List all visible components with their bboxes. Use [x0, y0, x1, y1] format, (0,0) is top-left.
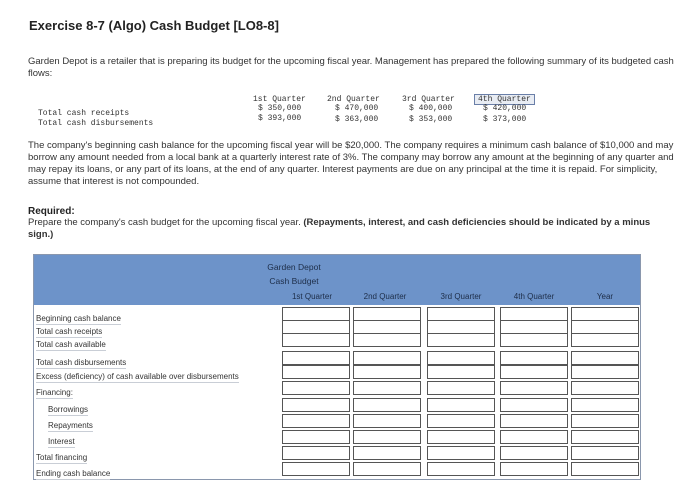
budget-input-cell[interactable] — [353, 446, 421, 460]
input-column-q1 — [282, 305, 350, 478]
budget-input-cell[interactable] — [427, 351, 495, 365]
budget-input-cell[interactable] — [500, 398, 568, 412]
row-label-excess: Excess (deficiency) of cash available over disbursements — [36, 372, 239, 381]
budget-input-cell[interactable] — [571, 398, 639, 412]
budget-input-cell[interactable] — [571, 462, 639, 476]
budget-input-cell[interactable] — [500, 351, 568, 365]
budget-input-cell[interactable] — [427, 430, 495, 444]
budget-input-cell[interactable] — [353, 430, 421, 444]
budget-input-cell[interactable] — [282, 333, 350, 347]
summary-header-q2: 2nd Quarter — [327, 95, 380, 104]
budget-input-cell[interactable] — [500, 381, 568, 395]
budget-input-cell[interactable] — [282, 462, 350, 476]
required-heading: Required: — [28, 206, 75, 217]
budget-input-cell[interactable] — [571, 446, 639, 460]
budget-input-cell[interactable] — [500, 430, 568, 444]
budget-input-cell[interactable] — [500, 446, 568, 460]
summary-header-q4: 4th Quarter — [474, 94, 535, 105]
budget-input-cell[interactable] — [282, 430, 350, 444]
budget-input-cell[interactable] — [427, 320, 495, 334]
input-column-q3 — [427, 305, 495, 478]
budget-input-cell[interactable] — [282, 307, 350, 321]
column-header-year: Year — [596, 292, 614, 301]
budget-input-cell[interactable] — [353, 307, 421, 321]
budget-input-cell[interactable] — [282, 381, 350, 395]
budget-input-cell[interactable] — [500, 320, 568, 334]
row-label-interest: Interest — [48, 437, 75, 446]
budget-input-cell[interactable] — [427, 462, 495, 476]
budget-input-cell[interactable] — [353, 414, 421, 428]
summary-cell: $ 420,000 — [483, 104, 527, 113]
input-column-year — [571, 305, 639, 478]
budget-input-cell[interactable] — [500, 414, 568, 428]
budget-input-cell[interactable] — [571, 307, 639, 321]
budget-input-cell[interactable] — [571, 365, 639, 379]
budget-input-cell[interactable] — [282, 414, 350, 428]
budget-input-cell[interactable] — [500, 333, 568, 347]
budget-name: Cash Budget — [269, 276, 319, 286]
column-header-q3: 3rd Quarter — [440, 292, 482, 301]
cash-budget-form — [33, 254, 641, 480]
summary-cell: $ 470,000 — [335, 104, 379, 113]
required-text — [28, 217, 678, 241]
budget-input-cell[interactable] — [282, 351, 350, 365]
budget-input-cell[interactable] — [282, 398, 350, 412]
row-label-cash-available: Total cash available — [36, 340, 106, 349]
budget-input-cell[interactable] — [571, 414, 639, 428]
summary-cell: $ 400,000 — [409, 104, 453, 113]
row-label-borrowings: Borrowings — [48, 405, 89, 414]
required-note: (Repayments, interest, and cash deficiencies should be indicated by a minus sign.) — [28, 217, 651, 240]
row-label-financing: Financing: — [36, 388, 73, 397]
budget-input-cell[interactable] — [427, 307, 495, 321]
scenario-paragraph: The company's beginning cash balance for the upcoming fiscal year will be $20,000. The company requires a minimum cash balance of $10,000 and may borrow any amount needed from a local bank at a quarterly interest rate of 3%. The company may borrow any amount at the beginning of any quarter and may repay its loans, or any part of its loans, at the end of any quarter. Interest payments are due on any principal at the time it is repaid. For simplicity, assume that interest is not compounded. — [28, 140, 674, 187]
intro-text: Garden Depot is a retailer that is preparing its budget for the upcoming fiscal year. Management has prepared the following summary of its budgeted cash flows: — [28, 56, 674, 79]
budget-input-cell[interactable] — [353, 462, 421, 476]
summary-header-q1: 1st Quarter — [253, 95, 306, 104]
row-label-disbursements: Total cash disbursements — [36, 358, 127, 367]
budget-input-cell[interactable] — [353, 351, 421, 365]
budget-input-cell[interactable] — [353, 333, 421, 347]
row-label-repayments: Repayments — [48, 421, 93, 430]
summary-row-label-receipts: Total cash receipts — [38, 109, 130, 118]
budget-input-cell[interactable] — [353, 398, 421, 412]
budget-input-cell[interactable] — [571, 381, 639, 395]
row-label-total-financing: Total financing — [36, 453, 88, 462]
input-column-q2 — [353, 305, 421, 478]
required-instruction: Prepare the company's cash budget for the upcoming fiscal year. — [28, 217, 301, 228]
budget-input-cell[interactable] — [427, 446, 495, 460]
budget-input-cell[interactable] — [500, 462, 568, 476]
summary-header-q3: 3rd Quarter — [402, 95, 455, 104]
budget-input-cell[interactable] — [282, 320, 350, 334]
budget-input-cell[interactable] — [571, 320, 639, 334]
budget-input-cell[interactable] — [282, 446, 350, 460]
budget-input-cell[interactable] — [353, 381, 421, 395]
summary-row-label-disbursements: Total cash disbursements — [38, 119, 154, 128]
budget-input-cell[interactable] — [427, 333, 495, 347]
budget-input-cell[interactable] — [571, 351, 639, 365]
row-label-receipts: Total cash receipts — [36, 327, 103, 336]
summary-cell: $ 393,000 — [258, 114, 302, 123]
budget-company: Garden Depot — [267, 262, 321, 272]
row-label-beginning-cash: Beginning cash balance — [36, 314, 121, 323]
budget-input-cell[interactable] — [500, 307, 568, 321]
summary-cell: $ 353,000 — [409, 115, 453, 124]
summary-cell: $ 363,000 — [335, 115, 379, 124]
budget-input-cell[interactable] — [500, 365, 568, 379]
budget-input-cell[interactable] — [427, 414, 495, 428]
input-column-q4 — [500, 305, 568, 478]
budget-input-cell[interactable] — [427, 398, 495, 412]
column-header-q2: 2nd Quarter — [363, 292, 407, 301]
budget-input-cell[interactable] — [353, 365, 421, 379]
budget-input-cell[interactable] — [427, 381, 495, 395]
summary-cell: $ 373,000 — [483, 115, 527, 124]
column-header-q4: 4th Quarter — [513, 292, 555, 301]
budget-input-cell[interactable] — [282, 365, 350, 379]
budget-header-band — [34, 255, 640, 305]
column-header-q1: 1st Quarter — [291, 292, 332, 301]
budget-input-cell[interactable] — [571, 430, 639, 444]
budget-input-cell[interactable] — [353, 320, 421, 334]
row-label-ending-cash: Ending cash balance — [36, 469, 111, 478]
page-title: Exercise 8-7 (Algo) Cash Budget [LO8-8] — [29, 18, 279, 33]
budget-input-cell[interactable] — [571, 333, 639, 347]
summary-cell: $ 350,000 — [258, 104, 302, 113]
budget-input-cell[interactable] — [427, 365, 495, 379]
